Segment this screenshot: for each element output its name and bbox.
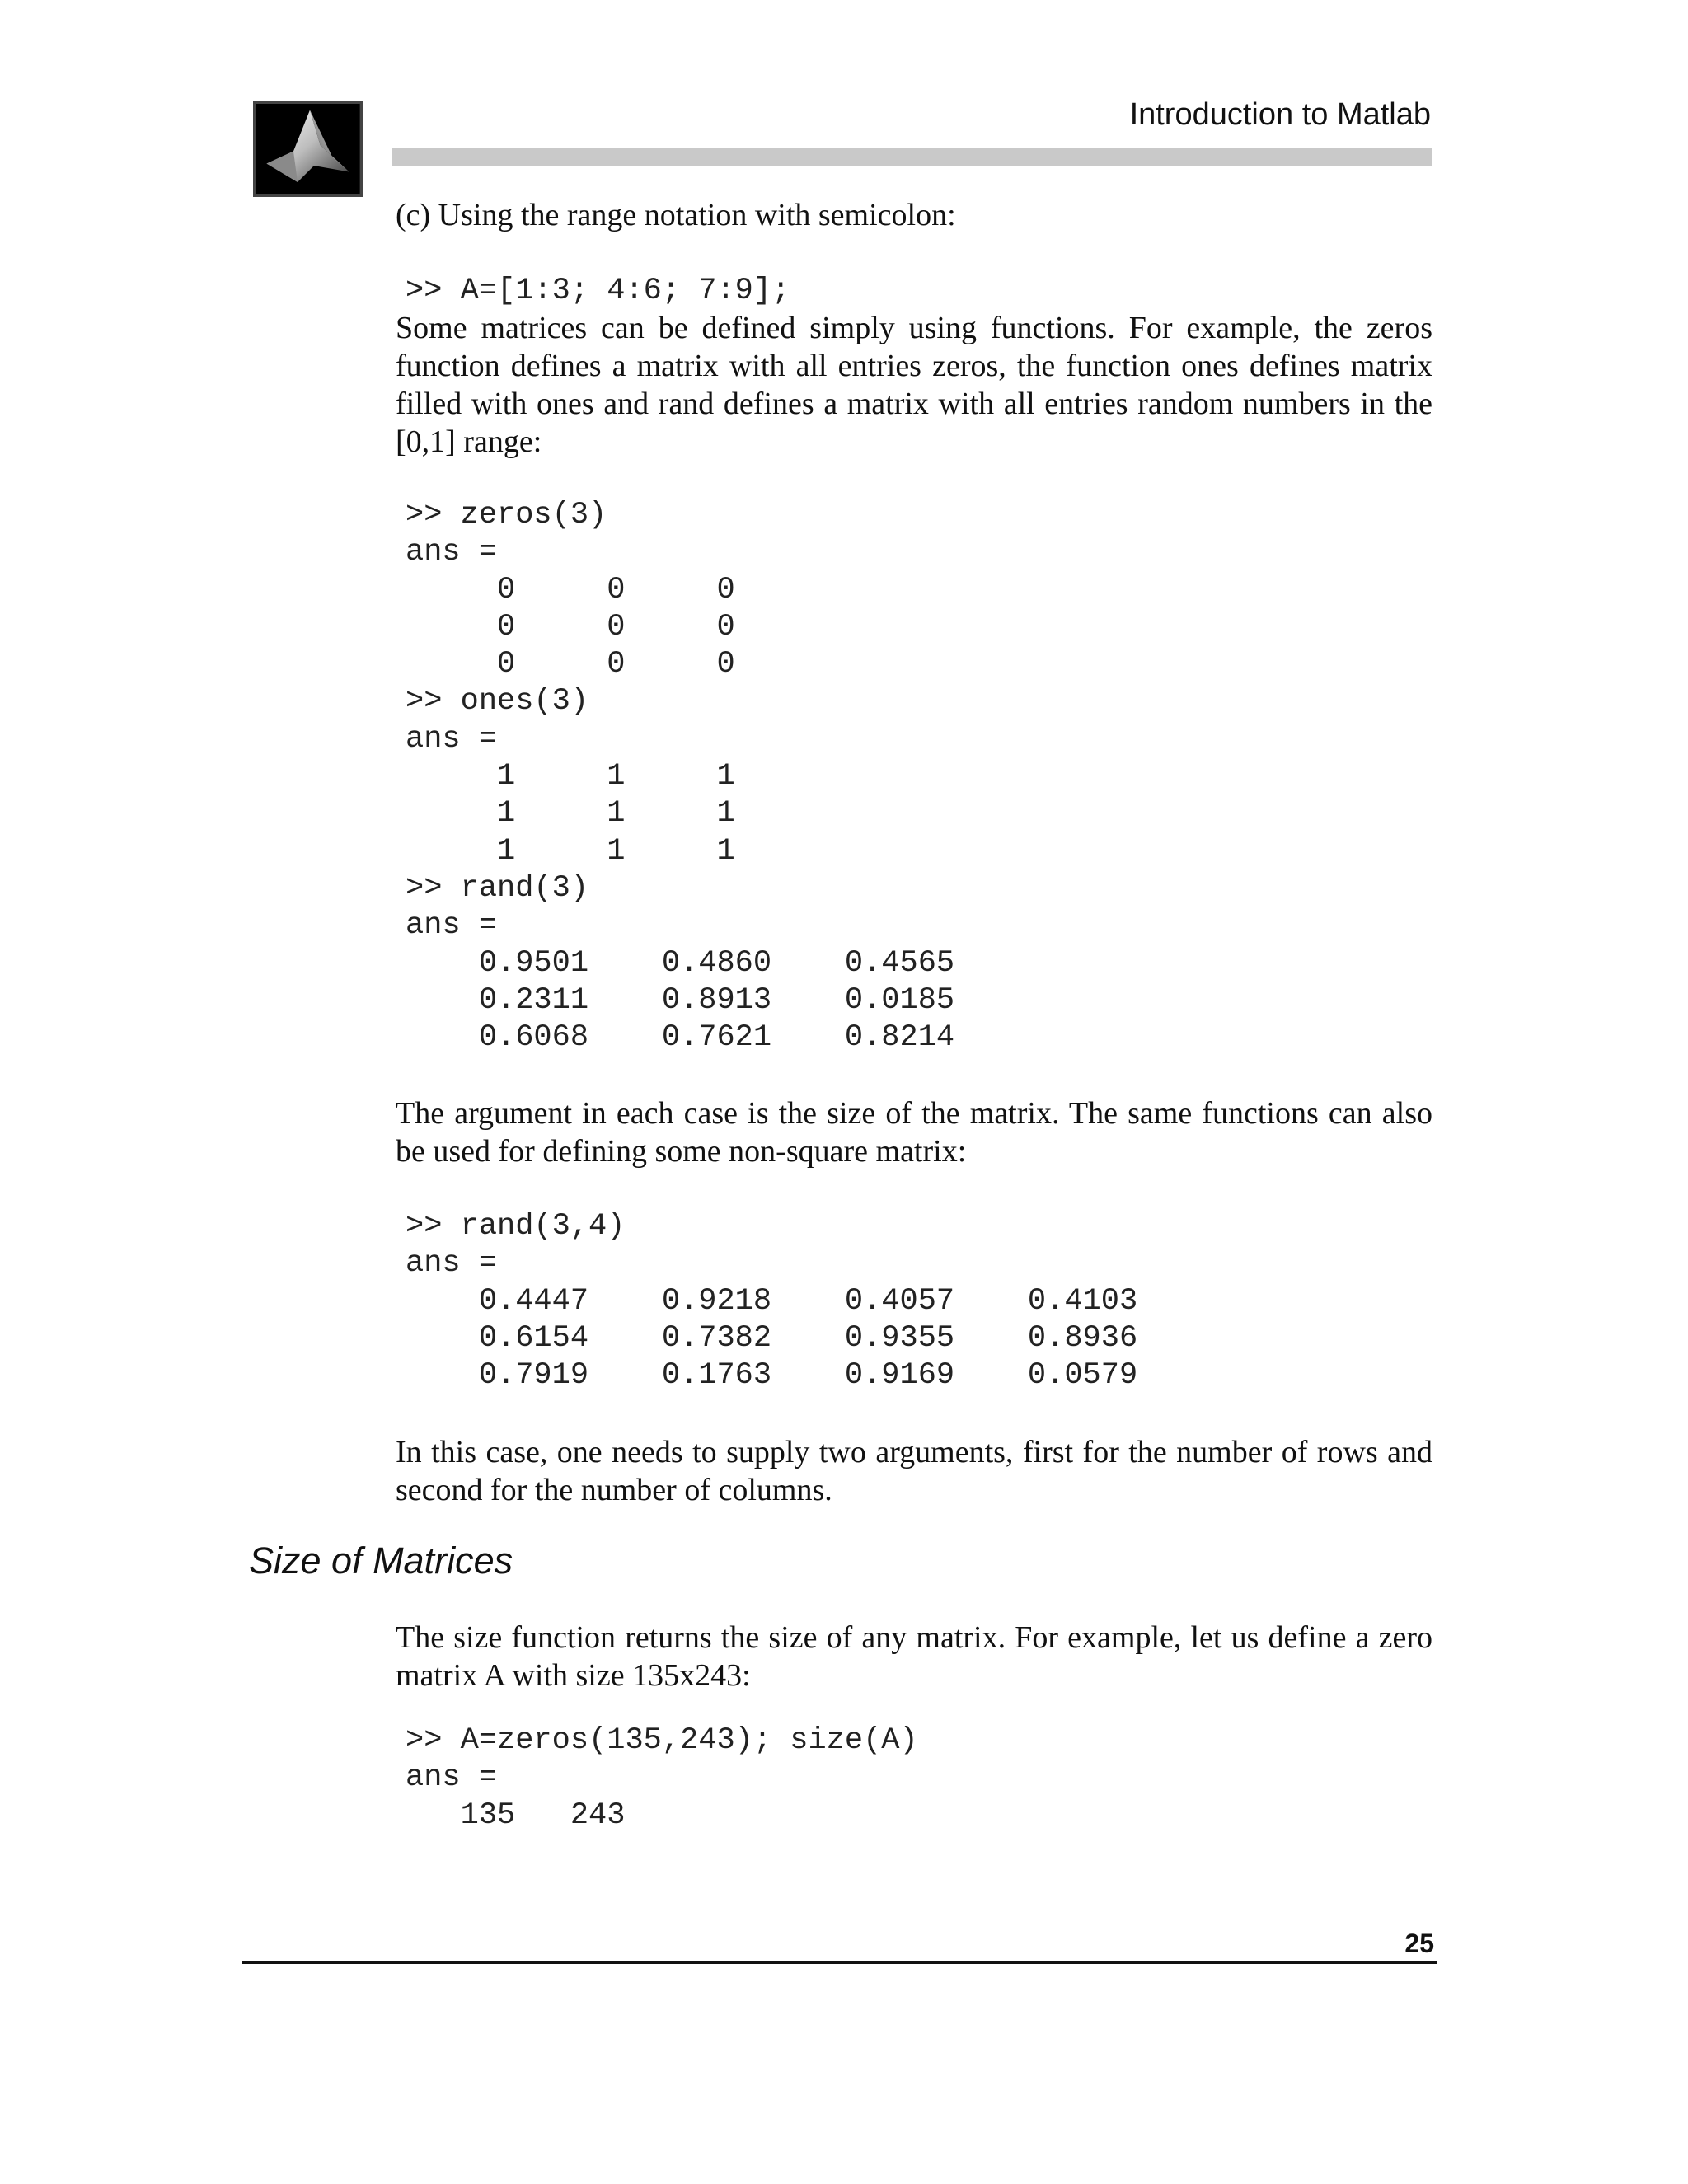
footer-rule [242, 1961, 1437, 1964]
two-arguments-paragraph: In this case, one needs to supply two arguments, first for the number of rows and second for the number of columns. [396, 1435, 1432, 1507]
size-paragraph: The size function returns the size of any matrix. For example, let us define a zero matrix A with size 135x243: [396, 1620, 1432, 1693]
matlab-logo-icon [253, 101, 363, 197]
section-heading-size-of-matrices: Size of Matrices [249, 1540, 513, 1582]
code-rand-3-4: >> rand(3,4) ans = 0.4447 0.9218 0.4057 0.4103 0.6154 0.7382 0.9355 0.8936 0.7919 0.1763 0.9169 0.0579 [406, 1209, 1138, 1394]
functions-paragraph: Some matrices can be defined simply using functions. For example, the zeros function defines a matrix with all entries zeros, the function ones defines matrix filled with ones and rand defines a matrix with all entries random numbers in the [0,1] range: [396, 311, 1432, 459]
code-range-notation: >> A=[1:3; 4:6; 7:9]; [406, 274, 790, 308]
header-title: Introduction to Matlab [1129, 97, 1431, 132]
code-size-function: >> A=zeros(135,243); size(A) ans = 135 243 [406, 1723, 918, 1833]
header-rule [392, 148, 1432, 166]
argument-paragraph: The argument in each case is the size of the matrix. The same functions can also be used for defining some non-square matrix: [396, 1096, 1432, 1169]
page-number: 25 [1404, 1929, 1434, 1958]
membrane-surface-icon [256, 104, 360, 194]
intro-paragraph: (c) Using the range notation with semicolon: [396, 198, 956, 232]
code-zeros-ones-rand: >> zeros(3) ans = 0 0 0 0 0 0 0 0 0 >> ones(3) ans = 1 1 1 1 1 1 1 1 1 >> rand(3) ans = 0.9501 0.4860 0.4565 0.2311 0.8913 0.0185 0.6068 0.7621 0.8214 [406, 498, 955, 1056]
